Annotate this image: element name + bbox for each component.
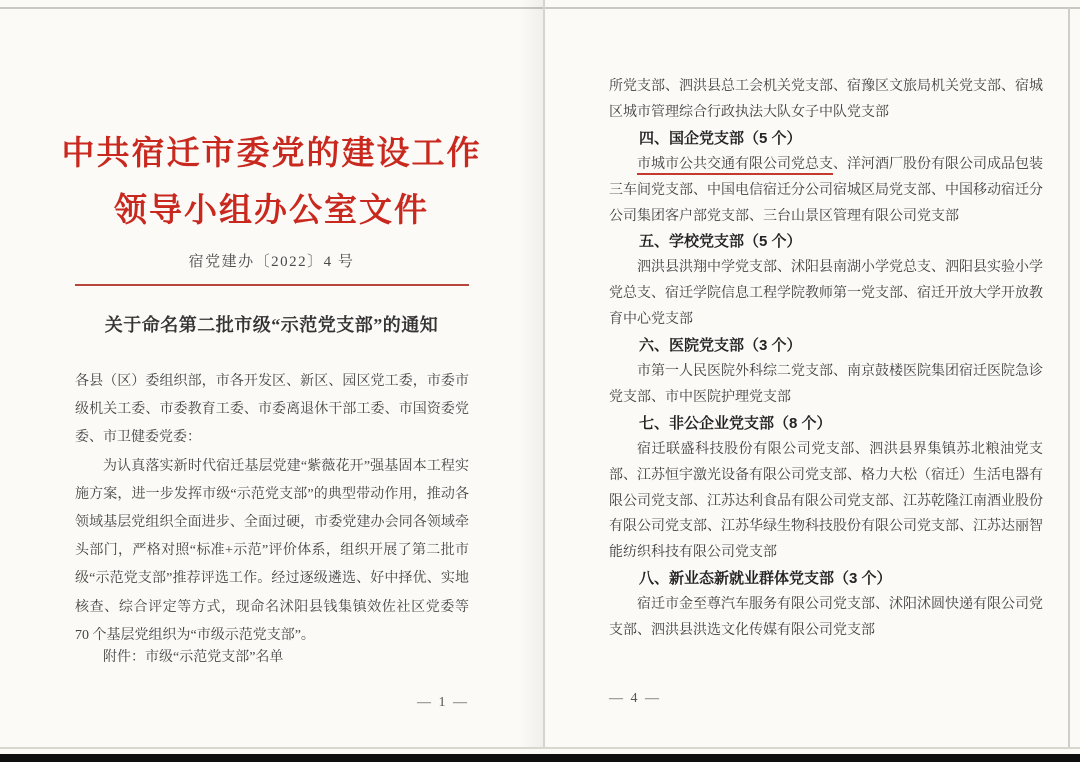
highlighted-branch-name: 市城市公共交通有限公司党总支 bbox=[637, 157, 833, 175]
photo-right-edge bbox=[1068, 8, 1070, 748]
body-paragraph: 宿迁联盛科技股份有限公司党支部、泗洪县界集镇苏北粮油党支部、江苏恒宇激光设备有限公司党支部、格力大松（宿迁）生活电器有限公司党支部、江苏达利食品有限公司党支部、江苏乾隆江南酒业股份有限公司党支部、江苏华绿生物科技股份有限公司党支部、江苏达丽智能纺织科技有限公司党支部 bbox=[609, 441, 1043, 561]
addressee-paragraph: 各县（区）委组织部，市各开发区、新区、园区党工委，市委市级机关工委、市委教育工委、市委离退休干部工委、市国资委党委、市卫健委党委： bbox=[75, 374, 469, 446]
page-number-right: — 4 — bbox=[609, 691, 661, 706]
notice-body bbox=[75, 368, 469, 650]
letterhead-line2: 领导小组办公室文件 bbox=[114, 193, 429, 229]
letterhead bbox=[0, 126, 543, 240]
body-paragraph: 宿迁市金至尊汽车服务有限公司党支部、沭阳沭圆快递有限公司党支部、泗洪县洪选文化传媒有限公司党支部 bbox=[609, 597, 1043, 639]
page-gutter-shadow bbox=[519, 0, 543, 748]
page-left bbox=[0, 0, 543, 747]
main-paragraph: 为认真落实新时代宿迁基层党建“紫薇花开”强基固本工程实施方案，进一步发挥市级“示范党支部”的典型带动作用，推动各领域基层党组织全面进步、全面过硬，市委党建办会同各领域牵头部门，严格对照“标准+示范”评价体系，组织开展了第二批市级“示范党支部”推荐评选工作。经过逐级遴选、好中择优、实地核查、综合评定等方式，现命名沭阳县钱集镇效佐社区党委等 70 个基层党组织为“市级示范党支部”。 bbox=[75, 458, 469, 643]
red-divider-rule bbox=[75, 284, 469, 286]
body-paragraph: 市第一人民医院外科综二党支部、南京鼓楼医院集团宿迁医院急诊党支部、市中医院护理党支部 bbox=[609, 363, 1043, 405]
document-number: 宿党建办〔2022〕4 号 bbox=[188, 254, 355, 270]
body-paragraph: 泗洪县洪翔中学党支部、沭阳县南湖小学党总支、泗阳县实验小学党总支、宿迁学院信息工程学院教师第一党支部、宿迁开放大学开放教育中心党支部 bbox=[609, 260, 1043, 328]
page-right bbox=[545, 0, 1068, 747]
page-number-left: — 1 — bbox=[417, 695, 469, 710]
body-line-continuation: 所党支部、泗洪县总工会机关党支部、宿豫区文旅局机关党支部、宿城区城市管理综合行政执法大队女子中队党支部 bbox=[609, 79, 1043, 120]
notice-title: 关于命名第二批市级“示范党支部”的通知 bbox=[104, 315, 439, 335]
section-heading: 五、学校党支部（5 个） bbox=[639, 233, 802, 251]
body-paragraph: 市城市公共交通有限公司党总支、洋河酒厂股份有限公司成品包装三车间党支部、中国电信宿迁分公司宿城区局党支部、中国移动宿迁分公司集团客户部党支部、三台山景区管理有限公司党支部 bbox=[609, 156, 1043, 224]
section-heading: 六、医院党支部（3 个） bbox=[639, 337, 802, 355]
section-heading: 七、非公企业党支部（8 个） bbox=[639, 414, 832, 432]
letterhead-line1: 中共宿迁市委党的建设工作 bbox=[61, 136, 482, 172]
section-heading: 四、国企党支部（5 个） bbox=[639, 129, 802, 147]
branch-list bbox=[609, 74, 1043, 644]
attachment-line: 附件：市级“示范党支部”名单 bbox=[103, 650, 284, 665]
section-heading: 八、新业态新就业群体党支部（3 个） bbox=[639, 570, 892, 588]
photo-bottom-edge bbox=[0, 747, 1080, 749]
photo-bottom-bar bbox=[0, 754, 1080, 762]
